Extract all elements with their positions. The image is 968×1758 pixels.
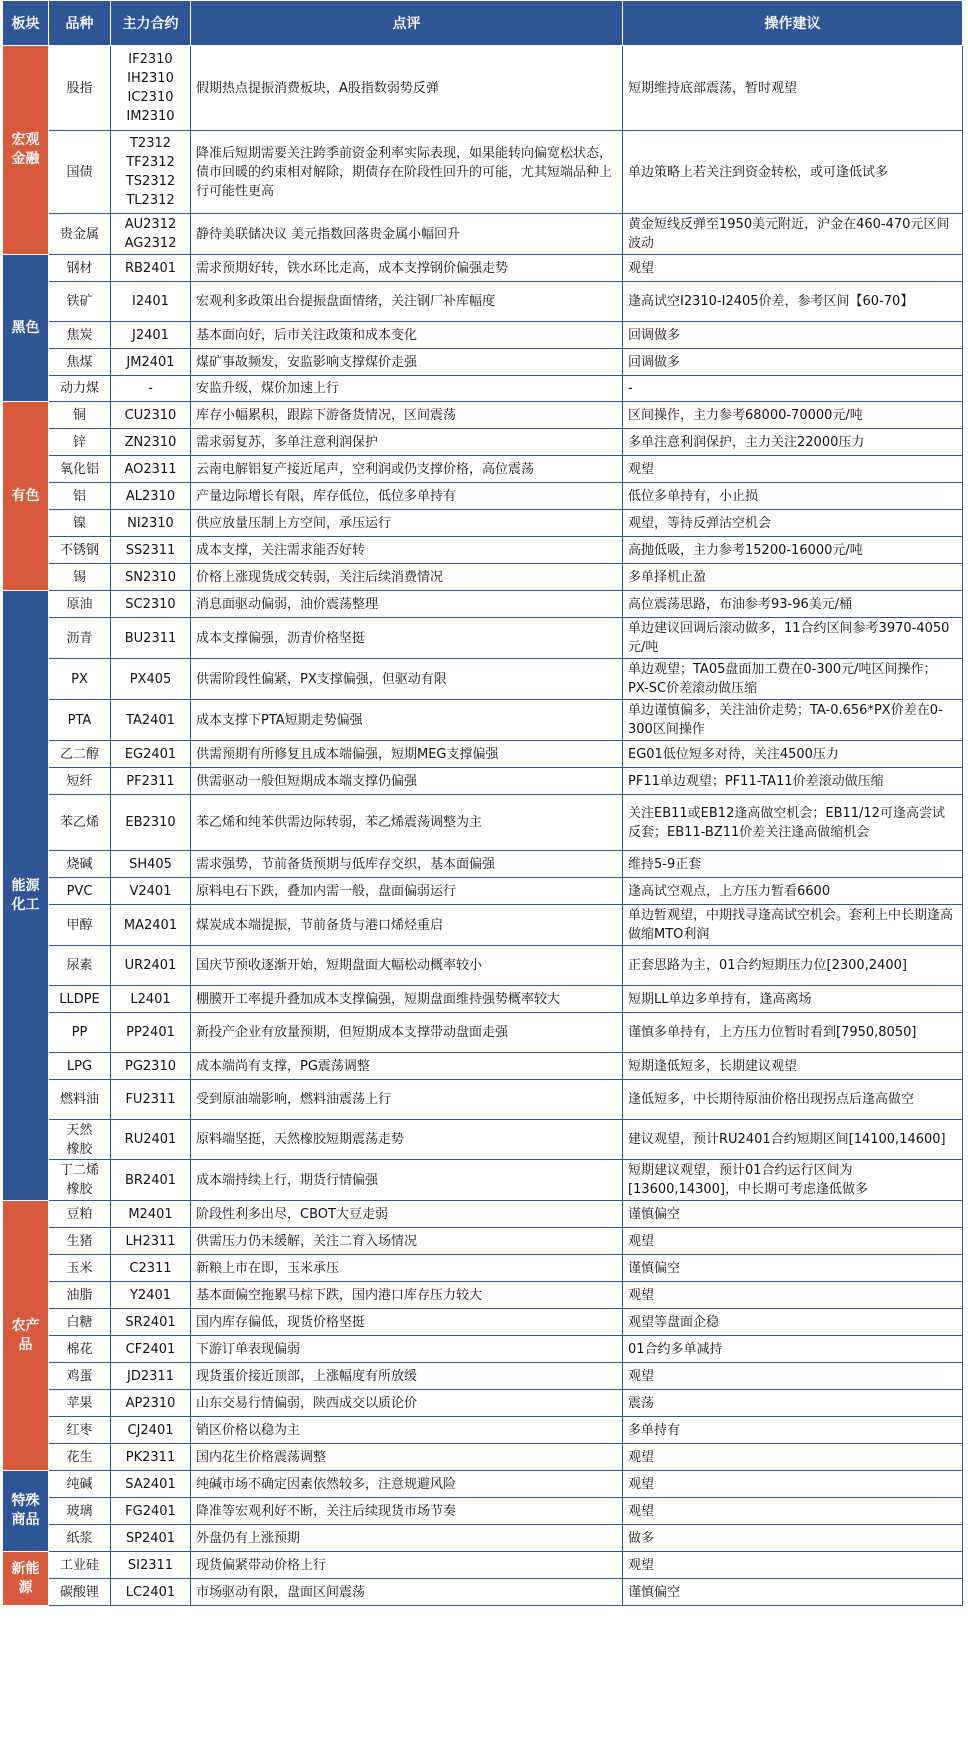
contract-cell: FU2311	[111, 1080, 191, 1120]
variety-cell: 锡	[49, 564, 111, 591]
table-row	[3, 456, 963, 483]
table-row	[3, 376, 963, 402]
comment-cell: 下游订单表现偏弱	[191, 1336, 623, 1363]
contract-cell: CJ2401	[111, 1417, 191, 1444]
comment-cell: 库存小幅累积，跟踪下游备货情况，区间震荡	[191, 402, 623, 429]
variety-cell: 沥青	[49, 618, 111, 659]
comment-cell: 产量边际增长有限，库存低位，低位多单持有	[191, 483, 623, 510]
variety-cell: 原油	[49, 591, 111, 618]
advice-cell: 区间操作，主力参考68000-70000元/吨	[623, 402, 963, 429]
contract-cell: PG2310	[111, 1053, 191, 1080]
variety-cell: 燃料油	[49, 1080, 111, 1120]
comment-cell: 阶段性利多出尽，CBOT大豆走弱	[191, 1201, 623, 1228]
contract-cell: BU2311	[111, 618, 191, 659]
table-row	[3, 322, 963, 349]
contract-cell: V2401	[111, 878, 191, 905]
table-row	[3, 1444, 963, 1471]
table-row	[3, 1160, 963, 1201]
comment-cell: 安监升级，煤价加速上行	[191, 376, 623, 402]
contract-cell: JM2401	[111, 349, 191, 376]
advice-cell: 观望	[623, 1471, 963, 1498]
contract-cell: PF2311	[111, 768, 191, 795]
table-row	[3, 1336, 963, 1363]
comment-cell: 成本支撑下PTA短期走势偏强	[191, 700, 623, 741]
variety-cell: 棉花	[49, 1336, 111, 1363]
comment-cell: 国内花生价格震荡调整	[191, 1444, 623, 1471]
advice-cell: 做多	[623, 1525, 963, 1552]
header-contract: 主力合约	[111, 1, 191, 46]
advice-cell: -	[623, 376, 963, 402]
table-row	[3, 1390, 963, 1417]
comment-cell: 需求预期好转，铁水环比走高，成本支撑钢价偏强走势	[191, 255, 623, 282]
table-row	[3, 946, 963, 986]
comment-cell: 供需阶段性偏紧，PX支撑偏强，但驱动有限	[191, 659, 623, 700]
advice-cell: 黄金短线反弹至1950美元附近，沪金在460-470元区间波动	[623, 214, 963, 255]
table-row	[3, 1525, 963, 1552]
variety-cell: 动力煤	[49, 376, 111, 402]
strategy-table	[2, 0, 963, 1606]
table-row	[3, 1013, 963, 1053]
comment-cell: 成本端尚有支撑，PG震荡调整	[191, 1053, 623, 1080]
header-row	[3, 1, 963, 46]
table-row	[3, 1201, 963, 1228]
advice-cell: 关注EB11或EB12逢高做空机会；EB11/12可逢高尝试反套；EB11-BZ11价差关注逢高做缩机会	[623, 795, 963, 851]
advice-cell: 谨慎多单持有，上方压力位暂时看到[7950,8050]	[623, 1013, 963, 1053]
variety-cell: 乙二醇	[49, 741, 111, 768]
contract-cell: L2401	[111, 986, 191, 1013]
variety-cell: 烧碱	[49, 851, 111, 878]
advice-cell: 观望	[623, 456, 963, 483]
advice-cell: 短期逢低短多，长期建议观望	[623, 1053, 963, 1080]
header-variety: 品种	[49, 1, 111, 46]
variety-cell: 鸡蛋	[49, 1363, 111, 1390]
table-row	[3, 510, 963, 537]
sector-cell: 农产品	[3, 1201, 49, 1471]
advice-cell: 01合约多单减持	[623, 1336, 963, 1363]
advice-cell: 观望	[623, 255, 963, 282]
table-row	[3, 282, 963, 322]
contract-cell: PP2401	[111, 1013, 191, 1053]
header-advice: 操作建议	[623, 1, 963, 46]
variety-cell: 碳酸锂	[49, 1579, 111, 1606]
contract-cell: RU2401	[111, 1120, 191, 1160]
contract-cell: C2311	[111, 1255, 191, 1282]
variety-cell: 股指	[49, 46, 111, 131]
table-row	[3, 741, 963, 768]
table-row	[3, 1471, 963, 1498]
comment-cell: 宏观利多政策出台提振盘面情绪，关注钢厂补库幅度	[191, 282, 623, 322]
comment-cell: 云南电解铝复产接近尾声，空利润或仍支撑价格，高位震荡	[191, 456, 623, 483]
sector-cell: 宏观 金融	[3, 46, 49, 255]
table-row	[3, 46, 963, 131]
advice-cell: 正套思路为主，01合约短期压力位[2300,2400]	[623, 946, 963, 986]
advice-cell: 短期建议观望，预计01合约运行区间为[13600,14300]，中长期可考虑逢低做多	[623, 1160, 963, 1201]
table-row	[3, 851, 963, 878]
variety-cell: 生猪	[49, 1228, 111, 1255]
contract-cell: EB2310	[111, 795, 191, 851]
contract-cell: SS2311	[111, 537, 191, 564]
variety-cell: 铁矿	[49, 282, 111, 322]
contract-cell: EG2401	[111, 741, 191, 768]
comment-cell: 成本支撑偏强，沥青价格坚挺	[191, 618, 623, 659]
variety-cell: 尿素	[49, 946, 111, 986]
variety-cell: LPG	[49, 1053, 111, 1080]
table-row	[3, 1498, 963, 1525]
table-row	[3, 1080, 963, 1120]
variety-cell: PVC	[49, 878, 111, 905]
advice-cell: 逢低短多，中长期待原油价格出现拐点后逢高做空	[623, 1080, 963, 1120]
contract-cell: AU2312 AG2312	[111, 214, 191, 255]
table-row	[3, 1255, 963, 1282]
advice-cell: 回调做多	[623, 349, 963, 376]
contract-cell: IF2310 IH2310 IC2310 IM2310	[111, 46, 191, 131]
contract-cell: I2401	[111, 282, 191, 322]
comment-cell: 新投产企业有放量预期，但短期成本支撑带动盘面走强	[191, 1013, 623, 1053]
variety-cell: 豆粕	[49, 1201, 111, 1228]
variety-cell: 氧化铝	[49, 456, 111, 483]
sector-cell: 新能源	[3, 1552, 49, 1606]
advice-cell: 逢高试空观点，上方压力暂看6600	[623, 878, 963, 905]
table-row	[3, 131, 963, 214]
contract-cell: BR2401	[111, 1160, 191, 1201]
sector-cell: 黑色	[3, 255, 49, 402]
variety-cell: 纯碱	[49, 1471, 111, 1498]
table-row	[3, 591, 963, 618]
contract-cell: TA2401	[111, 700, 191, 741]
variety-cell: 贵金属	[49, 214, 111, 255]
variety-cell: 玻璃	[49, 1498, 111, 1525]
contract-cell: T2312 TF2312 TS2312 TL2312	[111, 131, 191, 214]
table-row	[3, 1282, 963, 1309]
contract-cell: AO2311	[111, 456, 191, 483]
advice-cell: EG01低位短多对待，关注4500压力	[623, 741, 963, 768]
comment-cell: 受到原油端影响，燃料油震荡上行	[191, 1080, 623, 1120]
table-row	[3, 1552, 963, 1579]
variety-cell: 红枣	[49, 1417, 111, 1444]
advice-cell: 多单持有	[623, 1417, 963, 1444]
contract-cell: MA2401	[111, 905, 191, 946]
comment-cell: 现货蛋价接近顶部，上涨幅度有所放缓	[191, 1363, 623, 1390]
contract-cell: SC2310	[111, 591, 191, 618]
comment-cell: 成本端持续上行，期货行情偏强	[191, 1160, 623, 1201]
comment-cell: 消息面驱动偏弱，油价震荡整理	[191, 591, 623, 618]
table-row	[3, 402, 963, 429]
advice-cell: 多单择机止盈	[623, 564, 963, 591]
advice-cell: 高抛低吸，主力参考15200-16000元/吨	[623, 537, 963, 564]
advice-cell: 高位震荡思路，布油参考93-96美元/桶	[623, 591, 963, 618]
comment-cell: 原料电石下跌，叠加内需一般，盘面偏弱运行	[191, 878, 623, 905]
contract-cell: LH2311	[111, 1228, 191, 1255]
variety-cell: PX	[49, 659, 111, 700]
contract-cell: SH405	[111, 851, 191, 878]
table-row	[3, 986, 963, 1013]
table-row	[3, 214, 963, 255]
variety-cell: 焦炭	[49, 322, 111, 349]
contract-cell: AL2310	[111, 483, 191, 510]
comment-cell: 销区价格以稳为主	[191, 1417, 623, 1444]
header-sector: 板块	[3, 1, 49, 46]
advice-cell: 单边策略上若关注到资金转松，或可逢低试多	[623, 131, 963, 214]
table-row	[3, 429, 963, 456]
contract-cell: CF2401	[111, 1336, 191, 1363]
comment-cell: 供需压力仍未缓解，关注二育入场情况	[191, 1228, 623, 1255]
advice-cell: 震荡	[623, 1390, 963, 1417]
advice-cell: 建议观望，预计RU2401合约短期区间[14100,14600]	[623, 1120, 963, 1160]
contract-cell: PK2311	[111, 1444, 191, 1471]
comment-cell: 煤炭成本端提振，节前备货与港口烯烃重启	[191, 905, 623, 946]
comment-cell: 假期热点提振消费板块，A股指数弱势反弹	[191, 46, 623, 131]
variety-cell: 甲醇	[49, 905, 111, 946]
variety-cell: 短纤	[49, 768, 111, 795]
comment-cell: 国庆节预收逐渐开始，短期盘面大幅松动概率较小	[191, 946, 623, 986]
table-row	[3, 349, 963, 376]
comment-cell: 原料端坚挺，天然橡胶短期震荡走势	[191, 1120, 623, 1160]
variety-cell: 铝	[49, 483, 111, 510]
contract-cell: RB2401	[111, 255, 191, 282]
comment-cell: 市场驱动有限，盘面区间震荡	[191, 1579, 623, 1606]
contract-cell: -	[111, 376, 191, 402]
contract-cell: SP2401	[111, 1525, 191, 1552]
contract-cell: J2401	[111, 322, 191, 349]
variety-cell: 天然 橡胶	[49, 1120, 111, 1160]
comment-cell: 纯碱市场不确定因素依然较多，注意规避风险	[191, 1471, 623, 1498]
variety-cell: PTA	[49, 700, 111, 741]
contract-cell: AP2310	[111, 1390, 191, 1417]
contract-cell: SA2401	[111, 1471, 191, 1498]
contract-cell: LC2401	[111, 1579, 191, 1606]
sector-cell: 特殊 商品	[3, 1471, 49, 1552]
advice-cell: 单边谨慎偏多，关注油价走势；TA-0.656*PX价差在0-300区间操作	[623, 700, 963, 741]
variety-cell: 玉米	[49, 1255, 111, 1282]
table-row	[3, 618, 963, 659]
variety-cell: 苹果	[49, 1390, 111, 1417]
variety-cell: PP	[49, 1013, 111, 1053]
table-row	[3, 878, 963, 905]
table-row	[3, 255, 963, 282]
sector-cell: 有色	[3, 402, 49, 591]
variety-cell: 锌	[49, 429, 111, 456]
comment-cell: 供应放量压制上方空间，承压运行	[191, 510, 623, 537]
variety-cell: 工业硅	[49, 1552, 111, 1579]
variety-cell: 焦煤	[49, 349, 111, 376]
comment-cell: 降准后短期需要关注跨季前资金利率实际表现，如果能转向偏宽松状态，债市回暖的约束相对解除，期债存在阶段性回升的可能，尤其短端品种上行可能性更高	[191, 131, 623, 214]
advice-cell: 短期LL单边多单持有，逢高离场	[623, 986, 963, 1013]
variety-cell: 丁二烯 橡胶	[49, 1160, 111, 1201]
contract-cell: PX405	[111, 659, 191, 700]
table-row	[3, 564, 963, 591]
table-row	[3, 905, 963, 946]
variety-cell: 花生	[49, 1444, 111, 1471]
comment-cell: 苯乙烯和纯苯供需边际转弱，苯乙烯震荡调整为主	[191, 795, 623, 851]
table-row	[3, 795, 963, 851]
comment-cell: 供需驱动一般但短期成本端支撑仍偏强	[191, 768, 623, 795]
advice-cell: 观望	[623, 1282, 963, 1309]
advice-cell: 单边观望；TA05盘面加工费在0-300元/吨区间操作；PX-SC价差滚动做压缩	[623, 659, 963, 700]
variety-cell: 白糖	[49, 1309, 111, 1336]
contract-cell: SR2401	[111, 1309, 191, 1336]
comment-cell: 需求弱复苏，多单注意利润保护	[191, 429, 623, 456]
advice-cell: 谨慎偏空	[623, 1579, 963, 1606]
advice-cell: 谨慎偏空	[623, 1255, 963, 1282]
table-row	[3, 659, 963, 700]
table-row	[3, 1417, 963, 1444]
table-row	[3, 768, 963, 795]
advice-cell: 观望，等待反弹沽空机会	[623, 510, 963, 537]
advice-cell: 短期维持底部震荡，暂时观望	[623, 46, 963, 131]
variety-cell: 钢材	[49, 255, 111, 282]
advice-cell: 观望	[623, 1498, 963, 1525]
advice-cell: 低位多单持有，小止损	[623, 483, 963, 510]
advice-cell: 逢高试空I2310-I2405价差，参考区间【60-70】	[623, 282, 963, 322]
contract-cell: SN2310	[111, 564, 191, 591]
comment-cell: 煤矿事故频发，安监影响支撑煤价走强	[191, 349, 623, 376]
contract-cell: NI2310	[111, 510, 191, 537]
advice-cell: 单边建议回调后滚动做多，11合约区间参考3970-4050元/吨	[623, 618, 963, 659]
comment-cell: 降准等宏观利好不断，关注后续现货市场节奏	[191, 1498, 623, 1525]
variety-cell: 油脂	[49, 1282, 111, 1309]
contract-cell: Y2401	[111, 1282, 191, 1309]
table-row	[3, 1579, 963, 1606]
table-row	[3, 1120, 963, 1160]
advice-cell: 观望	[623, 1444, 963, 1471]
variety-cell: 苯乙烯	[49, 795, 111, 851]
comment-cell: 供需预期有所修复且成本端偏强，短期MEG支撑偏强	[191, 741, 623, 768]
comment-cell: 国内库存偏低，现货价格坚挺	[191, 1309, 623, 1336]
comment-cell: 外盘仍有上涨预期	[191, 1525, 623, 1552]
comment-cell: 基本面向好，后市关注政策和成本变化	[191, 322, 623, 349]
comment-cell: 成本支撑，关注需求能否好转	[191, 537, 623, 564]
contract-cell: ZN2310	[111, 429, 191, 456]
advice-cell: 观望	[623, 1552, 963, 1579]
variety-cell: 国债	[49, 131, 111, 214]
advice-cell: 维持5-9正套	[623, 851, 963, 878]
advice-cell: 观望	[623, 1363, 963, 1390]
comment-cell: 棚膜开工率提升叠加成本支撑偏强，短期盘面维持强势概率较大	[191, 986, 623, 1013]
comment-cell: 价格上涨现货成交转弱，关注后续消费情况	[191, 564, 623, 591]
variety-cell: 铜	[49, 402, 111, 429]
table-row	[3, 1363, 963, 1390]
advice-cell: 回调做多	[623, 322, 963, 349]
table-row	[3, 537, 963, 564]
comment-cell: 需求强势，节前备货预期与低库存交织，基本面偏强	[191, 851, 623, 878]
variety-cell: 纸浆	[49, 1525, 111, 1552]
comment-cell: 基本面偏空拖累马棕下跌，国内港口库存压力较大	[191, 1282, 623, 1309]
variety-cell: 不锈钢	[49, 537, 111, 564]
contract-cell: SI2311	[111, 1552, 191, 1579]
contract-cell: CU2310	[111, 402, 191, 429]
contract-cell: FG2401	[111, 1498, 191, 1525]
advice-cell: 单边暂观望，中期找寻逢高试空机会。套利上中长期逢高做缩MTO利润	[623, 905, 963, 946]
table-body	[3, 46, 963, 1606]
table-row	[3, 700, 963, 741]
table-row	[3, 483, 963, 510]
comment-cell: 新粮上市在即，玉米承压	[191, 1255, 623, 1282]
comment-cell: 静待美联储决议 美元指数回落贵金属小幅回升	[191, 214, 623, 255]
comment-cell: 山东交易行情偏弱，陕西成交以质论价	[191, 1390, 623, 1417]
advice-cell: 观望	[623, 1228, 963, 1255]
advice-cell: 观望等盘面企稳	[623, 1309, 963, 1336]
contract-cell: UR2401	[111, 946, 191, 986]
comment-cell: 现货偏紧带动价格上行	[191, 1552, 623, 1579]
variety-cell: 镍	[49, 510, 111, 537]
advice-cell: PF11单边观望；PF11-TA11价差滚动做压缩	[623, 768, 963, 795]
table-row	[3, 1053, 963, 1080]
header-comment: 点评	[191, 1, 623, 46]
advice-cell: 谨慎偏空	[623, 1201, 963, 1228]
advice-cell: 多单注意利润保护，主力关注22000压力	[623, 429, 963, 456]
sector-cell: 能源 化工	[3, 591, 49, 1201]
contract-cell: JD2311	[111, 1363, 191, 1390]
table-row	[3, 1309, 963, 1336]
table-row	[3, 1228, 963, 1255]
contract-cell: M2401	[111, 1201, 191, 1228]
variety-cell: LLDPE	[49, 986, 111, 1013]
